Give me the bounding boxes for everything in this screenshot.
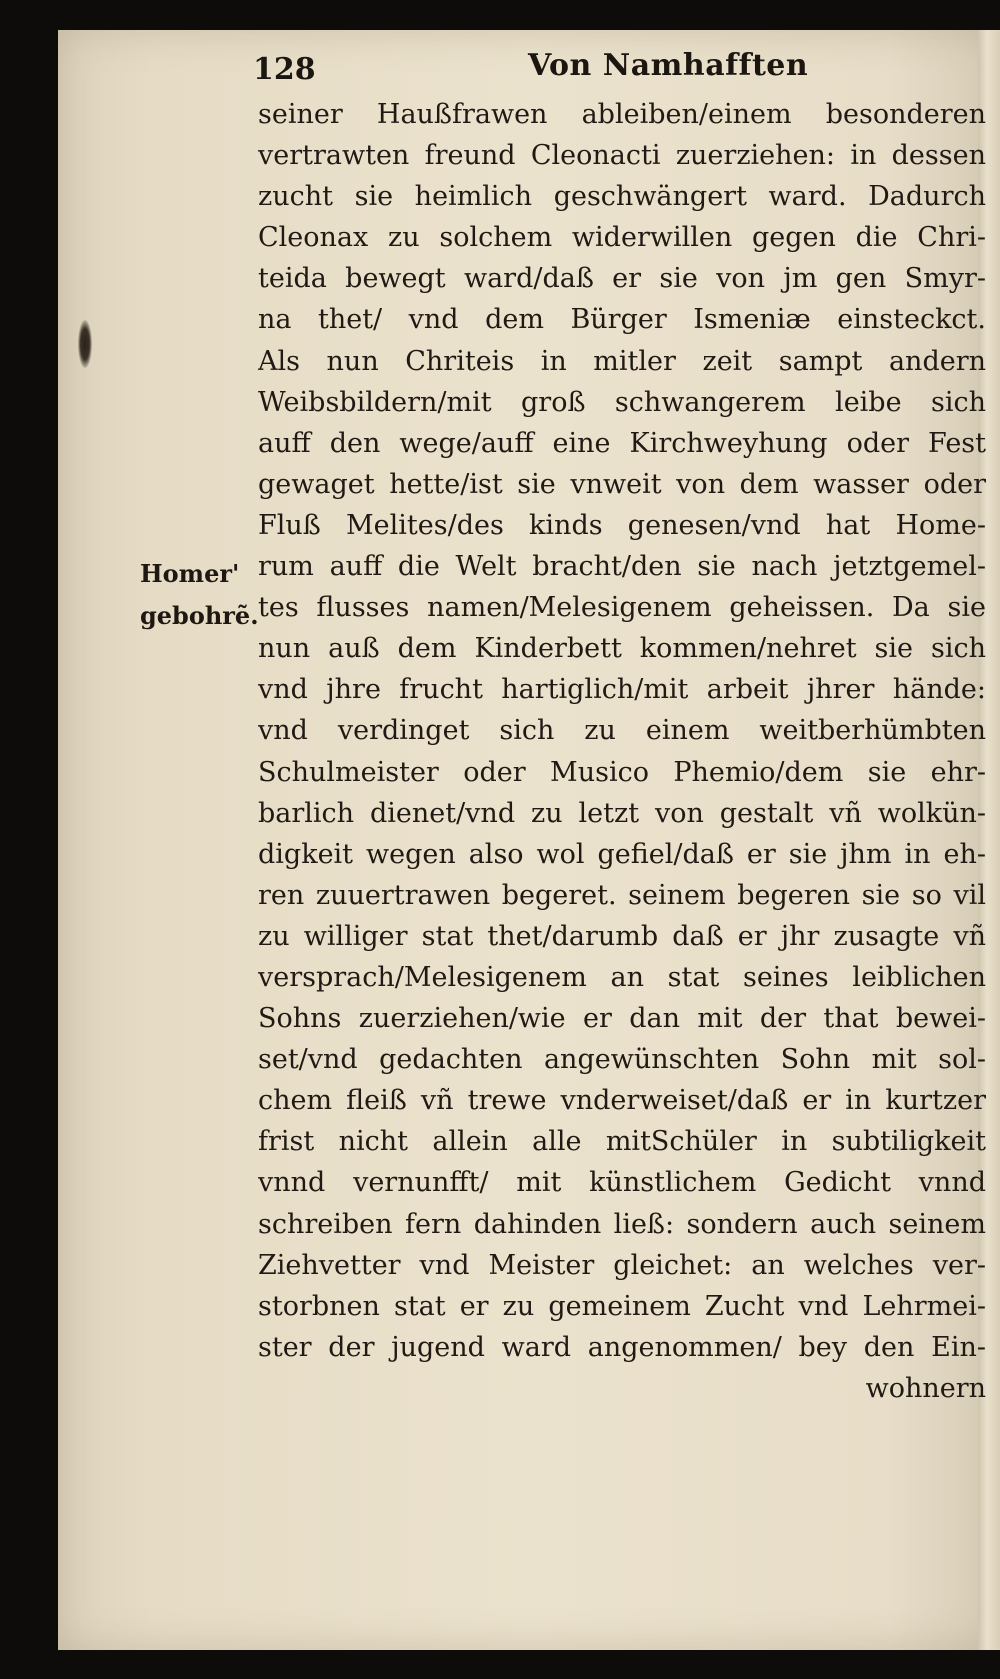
text-line: tes flusses namen/Melesigenem geheissen. Da sie (258, 592, 986, 624)
text-line: ster der jugend ward angenommen/ bey den Ein- (258, 1331, 986, 1363)
page-number: 128 (253, 52, 316, 87)
text-line: barlich dienet/vnd zu letzt von gestalt vñ wolkün- (258, 797, 986, 829)
marginal-note (140, 553, 259, 637)
running-head: Von Namhafften (528, 48, 809, 83)
text-line: digkeit wegen also wol gefiel/daß er sie jhm in eh- (258, 838, 986, 870)
text-line: chem fleiß vñ trewe vnderweiset/daß er in kurtzer (258, 1085, 986, 1117)
text-line: Cleonax zu solchem widerwillen gegen die Chri- (258, 222, 986, 254)
text-line: Weibsbildern/mit groß schwangerem leibe sich (258, 386, 986, 418)
ink-blot (78, 320, 92, 368)
text-line: vnnd vernunfft/ mit künstlichem Gedicht vnnd (258, 1167, 986, 1199)
text-line: nun auß dem Kinderbett kommen/nehret sie sich (258, 633, 986, 665)
body-text (258, 94, 986, 1409)
text-line: seiner Haußfrawen ableiben/einem besonderen (258, 99, 986, 130)
text-line: frist nicht allein alle mitSchüler in subtiligkeit (258, 1126, 986, 1158)
catchword: wohnern (865, 1372, 986, 1404)
page-header (58, 48, 958, 94)
text-line: Schulmeister oder Musico Phemio/dem sie ehr- (258, 756, 986, 788)
text-line: Sohns zuerziehen/wie er dan mit der that bewei- (258, 1003, 986, 1035)
text-line: Ziehvetter vnd Meister gleichet: an welches ver- (258, 1249, 986, 1281)
text-line: storbnen stat er zu gemeinem Zucht vnd Lehrmei- (258, 1290, 986, 1322)
text-line: schreiben fern dahinden ließ: sondern auch seinem (258, 1208, 986, 1240)
marginal-note-line: gebohrẽ. (140, 601, 259, 630)
text-line: auff den wege/auff eine Kirchweyhung oder Fest (258, 427, 986, 459)
text-line: vnd jhre frucht hartiglich/mit arbeit jhrer hände: (258, 674, 986, 706)
text-line: zucht sie heimlich geschwängert ward. Dadurch (258, 181, 986, 213)
text-line: ren zuuertrawen begeret. seinem begeren sie so vil (258, 879, 986, 911)
marginal-note-line: Homer' (140, 559, 240, 588)
text-line: teida bewegt ward/daß er sie von jm gen Smyr- (258, 263, 986, 295)
text-line: vnd verdinget sich zu einem weitberhümbten (258, 715, 986, 747)
text-line: Fluß Melites/des kinds genesen/vnd hat Home- (258, 509, 986, 541)
book-page (58, 30, 1000, 1650)
text-line: set/vnd gedachten angewünschten Sohn mit sol- (258, 1044, 986, 1076)
text-line: gewaget hette/ist sie vnweit von dem wasser oder (258, 468, 986, 500)
text-line: zu williger stat thet/darumb daß er jhr zusagte vñ (258, 920, 986, 952)
text-line: versprach/Melesigenem an stat seines leiblichen (258, 961, 986, 993)
text-line: vertrawten freund Cleonacti zuerziehen: in dessen (258, 140, 986, 172)
text-line: na thet/ vnd dem Bürger Ismeniæ einsteckct. (258, 304, 986, 336)
text-line: rum auff die Welt bracht/den sie nach jetztgemel- (258, 551, 986, 583)
text-line: Als nun Chriteis in mitler zeit sampt andern (258, 345, 986, 377)
